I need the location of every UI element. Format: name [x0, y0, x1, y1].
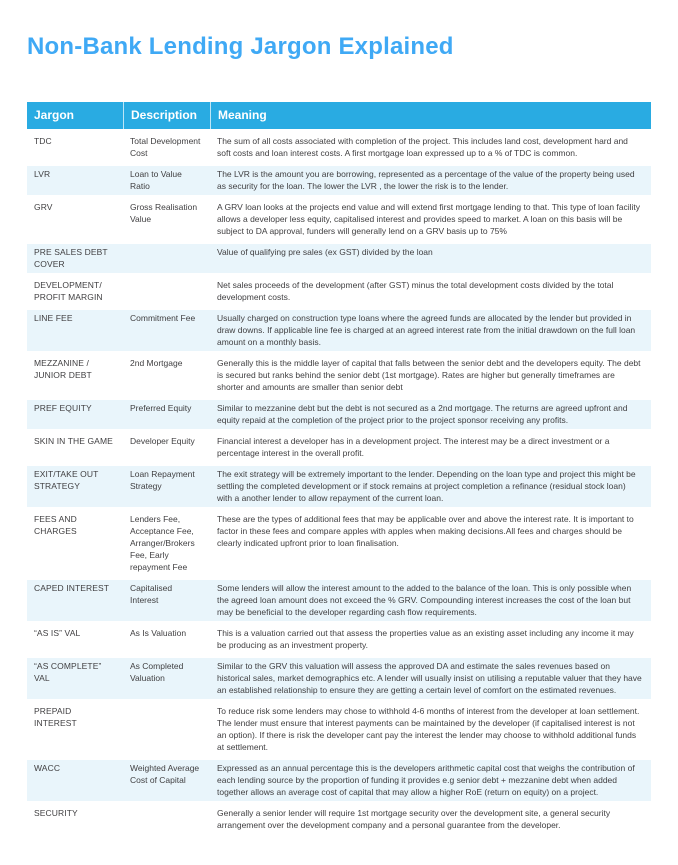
meaning-cell: Net sales proceeds of the development (after GST) minus the total development costs divided by the total development costs.: [217, 280, 614, 302]
table-row: [27, 805, 651, 834]
column-header-meaning: Meaning: [210, 102, 651, 129]
table-row: [27, 310, 651, 351]
jargon-cell: DEVELOPMENT/ PROFIT MARGIN: [34, 280, 103, 302]
description-cell: Lenders Fee, Acceptance Fee, Arranger/Brokers Fee, Early repayment Fee: [130, 514, 195, 572]
table-row: [27, 703, 651, 756]
table-header-row: [27, 102, 651, 129]
description-cell: [123, 277, 210, 306]
meaning-cell: To reduce risk some lenders may chose to withhold 4-6 months of interest from the developer at loan settlement. The lender must ensure that interest payments can be maintained by the developer (if capitalised interest is not an option). If there is risk the developer cant pay the interest the lender may choose to withhold additional funds at settlement.: [217, 706, 640, 752]
table-row: [27, 760, 651, 801]
meaning-cell: The exit strategy will be extremely important to the lender. Depending on the loan type and project this might be settling the completed development or if stock remains at project completion a refinance (residual stock loan) with a another lender to allow repayment of the current loan.: [210, 466, 651, 507]
description-cell: [123, 244, 210, 273]
description-cell: Gross Realisation Value: [130, 202, 198, 224]
jargon-cell: EXIT/TAKE OUT STRATEGY: [27, 466, 123, 507]
jargon-cell: PREPAID INTEREST: [34, 706, 77, 728]
table-row: [27, 244, 651, 273]
table-row: [27, 400, 651, 429]
meaning-cell: Value of qualifying pre sales (ex GST) divided by the loan: [210, 244, 651, 273]
description-cell: 2nd Mortgage: [130, 358, 183, 368]
jargon-table: [27, 98, 651, 838]
jargon-cell: “AS IS” VAL: [34, 628, 81, 638]
meaning-cell: Financial interest a developer has in a development project. The interest may be a direct investment or a percentage interest in the overall profit.: [217, 436, 610, 458]
description-cell: [123, 703, 210, 756]
column-header-description: Description: [123, 102, 210, 129]
meaning-cell: Similar to the GRV this valuation will assess the approved DA and estimate the sales revenues based on historical sales, market demographics etc. A lender will usually insist on utilising a reputable valuer that they have an established relationship to ensure they are getting a certain level of comfort on the estimated revenues.: [210, 658, 651, 699]
table-row: [27, 133, 651, 162]
meaning-cell: A GRV loan looks at the projects end value and will extend first mortgage lending to that. This type of loan facility allows a developer less equity, capitalised interest and provides speed to market. A loan on this basis will be subject to DA approval, funders will generally lend on a GRV basis up to 75%: [217, 202, 641, 236]
table-row: [27, 658, 651, 699]
jargon-cell: GRV: [34, 202, 53, 212]
table-row: [27, 199, 651, 240]
meaning-cell: This is a valuation carried out that assess the properties value as an existing asset including any income it may be producing as an investment property.: [217, 628, 634, 650]
table-row: [27, 277, 651, 306]
meaning-cell: Generally a senior lender will require 1st mortgage security over the development site, a general security arrangement over the development company and a personal guarantee from the developer.: [217, 808, 611, 830]
description-cell: Loan to Value Ratio: [123, 166, 210, 195]
meaning-cell: Usually charged on construction type loans where the agreed funds are allocated by the lender but provided in draw downs. If applicable line fee is charged at an agreed interest rate from the initial drawdown on the full loan amount on a monthly basis.: [210, 310, 651, 351]
jargon-cell: SECURITY: [34, 808, 78, 818]
table-row: [27, 433, 651, 462]
description-cell: Weighted Average Cost of Capital: [123, 760, 210, 801]
jargon-cell: WACC: [27, 760, 123, 801]
description-cell: Capitalised Interest: [123, 580, 210, 621]
jargon-cell: TDC: [34, 136, 52, 146]
description-cell: As Is Valuation: [130, 628, 187, 638]
jargon-cell: FEES AND CHARGES: [34, 514, 77, 536]
jargon-cell: “AS COMPLETE” VAL: [27, 658, 123, 699]
description-cell: Preferred Equity: [123, 400, 210, 429]
table-row: [27, 166, 651, 195]
jargon-cell: PRE SALES DEBT COVER: [27, 244, 123, 273]
description-cell: As Completed Valuation: [123, 658, 210, 699]
table-row: [27, 355, 651, 396]
table-row: [27, 466, 651, 507]
description-cell: Total Development Cost: [130, 136, 201, 158]
meaning-cell: Expressed as an annual percentage this is the developers arithmetic capital cost that weighs the contribution of each lending source by the proportion of funding it provides e.g senior debt + mezzanine debt when added together allows an average cost of capital that may allow a higher RoE (return on equity) on a project.: [210, 760, 651, 801]
table-row: [27, 511, 651, 576]
jargon-cell: CAPED INTEREST: [27, 580, 123, 621]
column-header-jargon: Jargon: [27, 102, 123, 129]
jargon-cell: SKIN IN THE GAME: [34, 436, 113, 446]
jargon-cell: MEZZANINE / JUNIOR DEBT: [34, 358, 92, 380]
description-cell: Loan Repayment Strategy: [123, 466, 210, 507]
table-row: [27, 625, 651, 654]
table-row: [27, 580, 651, 621]
description-cell: Developer Equity: [130, 436, 195, 446]
jargon-cell: LVR: [27, 166, 123, 195]
meaning-cell: Some lenders will allow the interest amount to the added to the balance of the loan. This is only possible when the agreed loan amount does not exceed the % GRV. Compounding interest increases the cost of the loan but may be beneficial to the developer regarding cash flow requirements.: [210, 580, 651, 621]
description-cell: [123, 805, 210, 834]
jargon-cell: LINE FEE: [27, 310, 123, 351]
meaning-cell: Generally this is the middle layer of capital that falls between the senior debt and the developers equity. The debt is secured but ranks behind the senior debt (1st mortgage). Rates are higher but generally timeframes are shorter and amounts are smaller than senior debt: [217, 358, 641, 392]
meaning-cell: These are the types of additional fees that may be applicable over and above the interest rate. It is important to factor in these fees and compare apples with apples when making decisions.All fees and charges should be clearly indicated upfront prior to loan finalisation.: [217, 514, 634, 548]
jargon-cell: PREF EQUITY: [27, 400, 123, 429]
page-title: Non-Bank Lending Jargon Explained: [27, 33, 454, 60]
meaning-cell: The LVR is the amount you are borrowing, represented as a percentage of the value of the property being used as security for the loan. The lower the LVR , the lower the risk is to the lender.: [210, 166, 651, 195]
table-header: [27, 102, 651, 129]
meaning-cell: The sum of all costs associated with completion of the project. This includes land cost, development hard and soft costs and loan interest costs. A first mortgage loan expressed up to a % of TDC is common.: [217, 136, 628, 158]
table-body: [27, 133, 651, 834]
description-cell: Commitment Fee: [123, 310, 210, 351]
meaning-cell: Similar to mezzanine debt but the debt is not secured as a 2nd mortgage. The returns are agreed upfront and equity repaid at the completion of the project prior to the project sponsor receiving any profits.: [210, 400, 651, 429]
